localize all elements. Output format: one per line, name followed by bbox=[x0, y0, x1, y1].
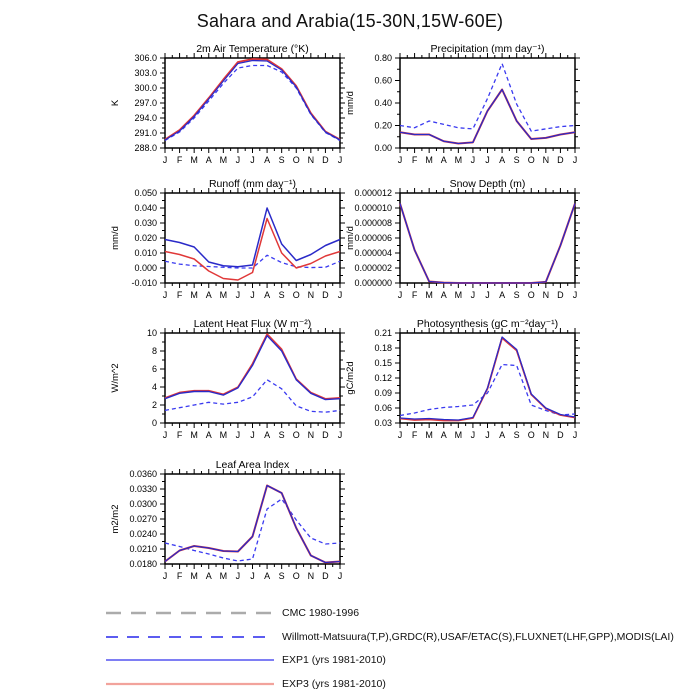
figure-title: Sahara and Arabia(15-30N,15W-60E) bbox=[196, 11, 504, 31]
x-tick-label: S bbox=[278, 571, 285, 581]
x-tick-label: O bbox=[292, 571, 300, 581]
x-tick-label: N bbox=[307, 155, 315, 165]
x-tick-label: F bbox=[176, 430, 183, 440]
y-tick-label: 303.0 bbox=[134, 68, 157, 78]
x-tick-label: M bbox=[454, 290, 463, 300]
y-tick-label: 0.12 bbox=[374, 373, 392, 383]
x-tick-label: D bbox=[322, 155, 329, 165]
x-tick-label: J bbox=[162, 155, 168, 165]
x-tick-label: J bbox=[250, 290, 255, 300]
x-tick-label: O bbox=[527, 430, 535, 440]
y-axis-unit-photosynthesis: gC/m2d bbox=[345, 361, 356, 395]
y-tick-label: 0.000002 bbox=[354, 263, 392, 273]
x-tick-label: A bbox=[440, 290, 447, 300]
y-tick-label: 0.050 bbox=[134, 188, 157, 198]
x-tick-label: O bbox=[292, 290, 300, 300]
x-tick-label: J bbox=[337, 155, 343, 165]
x-tick-label: J bbox=[470, 430, 476, 440]
legend-label-cmc: CMC 1980-1996 bbox=[282, 607, 360, 619]
x-tick-label: J bbox=[235, 155, 241, 165]
x-tick-label: J bbox=[485, 155, 490, 165]
x-tick-label: A bbox=[264, 430, 271, 440]
x-tick-label: F bbox=[411, 290, 418, 300]
y-tick-label: 0.000 bbox=[134, 263, 157, 273]
y-tick-label: 0.0180 bbox=[129, 559, 157, 569]
series-exp3-line bbox=[165, 219, 340, 281]
y-tick-label: 10 bbox=[146, 328, 157, 338]
series-obs-line bbox=[165, 380, 340, 412]
y-tick-label: 0.0270 bbox=[129, 514, 157, 524]
series-exp3-line bbox=[165, 59, 340, 140]
y-tick-label: 288.0 bbox=[134, 143, 157, 153]
legend-label-exp3: EXP3 (yrs 1981-2010) bbox=[282, 677, 386, 690]
y-tick-label: 0.030 bbox=[134, 218, 157, 228]
x-tick-label: O bbox=[292, 155, 300, 165]
y-tick-label: 0.18 bbox=[374, 343, 392, 353]
chart-leaf-area-index bbox=[100, 456, 362, 597]
x-tick-label: D bbox=[557, 430, 564, 440]
y-axis-unit-runoff: mm/d bbox=[110, 226, 121, 250]
y-tick-label: 0.000006 bbox=[354, 233, 392, 243]
series-obs-line bbox=[165, 66, 340, 141]
x-tick-label: S bbox=[513, 430, 520, 440]
x-tick-label: S bbox=[513, 290, 520, 300]
series-exp3-line bbox=[400, 204, 575, 284]
x-tick-label: N bbox=[542, 155, 550, 165]
x-tick-label: M bbox=[219, 155, 228, 165]
x-tick-label: M bbox=[425, 430, 433, 440]
y-tick-label: 0.03 bbox=[374, 418, 392, 428]
x-tick-label: F bbox=[411, 155, 418, 165]
series-obs-line bbox=[165, 499, 340, 561]
x-tick-label: M bbox=[454, 155, 463, 165]
x-tick-label: F bbox=[176, 155, 183, 165]
x-tick-label: S bbox=[278, 155, 285, 165]
x-tick-label: D bbox=[557, 290, 564, 300]
x-tick-label: N bbox=[542, 290, 550, 300]
x-tick-label: N bbox=[542, 430, 550, 440]
x-tick-label: J bbox=[337, 430, 343, 440]
x-tick-label: D bbox=[322, 290, 329, 300]
x-tick-label: A bbox=[499, 430, 506, 440]
x-tick-label: M bbox=[425, 155, 433, 165]
y-tick-label: 300.0 bbox=[134, 83, 157, 93]
y-axis-unit-leaf-area-index: m2/m2 bbox=[110, 504, 121, 534]
x-tick-label: A bbox=[440, 430, 447, 440]
y-tick-label: 0.00 bbox=[374, 143, 392, 153]
x-tick-label: M bbox=[190, 571, 198, 581]
y-tick-label: -0.010 bbox=[131, 278, 157, 288]
legend-item-exp1 bbox=[105, 655, 386, 665]
x-tick-label: F bbox=[176, 571, 183, 581]
x-tick-label: J bbox=[337, 290, 343, 300]
chart-title-runoff: Runoff (mm day⁻¹) bbox=[208, 178, 297, 190]
y-tick-label: 0.000004 bbox=[354, 248, 392, 258]
x-tick-label: J bbox=[162, 571, 168, 581]
y-tick-label: 0 bbox=[151, 418, 157, 428]
legend-item-obs bbox=[105, 632, 674, 642]
series-exp1-line bbox=[165, 336, 340, 400]
series-exp1-line bbox=[400, 204, 575, 284]
y-tick-label: 0.000000 bbox=[354, 278, 392, 288]
x-tick-label: J bbox=[235, 290, 241, 300]
y-axis-unit-snow-depth: mm/d bbox=[345, 226, 356, 250]
x-tick-label: J bbox=[397, 290, 403, 300]
x-tick-label: J bbox=[337, 571, 343, 581]
x-tick-label: F bbox=[411, 430, 418, 440]
y-tick-label: 2 bbox=[151, 400, 157, 410]
series-exp1-line bbox=[165, 61, 340, 141]
x-tick-label: M bbox=[219, 571, 228, 581]
x-tick-label: J bbox=[397, 155, 403, 165]
x-tick-label: M bbox=[454, 430, 463, 440]
y-tick-label: 0.040 bbox=[134, 203, 157, 213]
chart-title-precipitation: Precipitation (mm day⁻¹) bbox=[430, 43, 545, 55]
x-tick-label: A bbox=[264, 571, 271, 581]
x-tick-label: A bbox=[499, 290, 506, 300]
chart-title-photosynthesis: Photosynthesis (gC m⁻²day⁻¹) bbox=[416, 318, 559, 330]
x-tick-label: S bbox=[513, 155, 520, 165]
x-tick-label: J bbox=[397, 430, 403, 440]
legend-item-exp3 bbox=[105, 679, 386, 689]
x-tick-label: J bbox=[470, 290, 476, 300]
x-tick-label: J bbox=[250, 571, 255, 581]
legend-label-obs: Willmott-Matsuura(T,P),GRDC(R),USAF/ETAC(S),FLUXNET(LHF,GPP),MODIS(LAI) bbox=[282, 630, 674, 643]
x-tick-label: S bbox=[278, 430, 285, 440]
x-tick-label: A bbox=[205, 571, 212, 581]
chart-title-latent-heat-flux: Latent Heat Flux (W m⁻²) bbox=[193, 318, 312, 330]
y-tick-label: 0.60 bbox=[374, 75, 392, 86]
x-tick-label: M bbox=[190, 430, 198, 440]
x-tick-label: J bbox=[485, 290, 490, 300]
y-tick-label: 294.0 bbox=[134, 113, 157, 123]
x-tick-label: A bbox=[264, 155, 271, 165]
chart-precipitation bbox=[335, 40, 597, 181]
y-tick-label: 0.06 bbox=[374, 403, 392, 413]
y-tick-label: 0.09 bbox=[374, 388, 392, 398]
y-tick-label: 0.0300 bbox=[129, 499, 157, 509]
chart-title-snow-depth: Snow Depth (m) bbox=[449, 178, 526, 190]
series-exp3-line bbox=[165, 486, 340, 563]
x-tick-label: N bbox=[307, 290, 315, 300]
x-tick-label: M bbox=[219, 290, 228, 300]
y-tick-label: 0.000010 bbox=[354, 203, 392, 213]
legend-item-cmc bbox=[105, 608, 359, 618]
x-tick-label: M bbox=[425, 290, 433, 300]
y-tick-label: 0.21 bbox=[374, 328, 392, 338]
y-tick-label: 0.0360 bbox=[129, 469, 157, 479]
x-tick-label: J bbox=[470, 155, 476, 165]
y-tick-label: 0.40 bbox=[374, 98, 392, 108]
x-tick-label: J bbox=[250, 155, 255, 165]
x-tick-label: A bbox=[440, 155, 447, 165]
chart-title-leaf-area-index: Leaf Area Index bbox=[215, 459, 290, 471]
x-tick-label: J bbox=[250, 430, 255, 440]
chart-2m-air-temperature bbox=[100, 40, 362, 181]
y-tick-label: 8 bbox=[151, 346, 157, 356]
y-axis-unit-precipitation: mm/d bbox=[345, 91, 356, 115]
y-tick-label: 297.0 bbox=[134, 98, 157, 108]
y-tick-label: 0.80 bbox=[374, 53, 392, 63]
x-tick-label: O bbox=[527, 155, 535, 165]
y-tick-label: 0.20 bbox=[374, 120, 392, 131]
x-tick-label: D bbox=[322, 430, 329, 440]
x-tick-label: J bbox=[572, 155, 578, 165]
y-tick-label: 0.15 bbox=[374, 358, 392, 368]
chart-photosynthesis bbox=[335, 315, 597, 456]
x-tick-label: M bbox=[219, 430, 228, 440]
series-exp1-line bbox=[400, 337, 575, 420]
y-tick-label: 0.020 bbox=[134, 233, 157, 243]
legend-label-exp1: EXP1 (yrs 1981-2010) bbox=[282, 654, 386, 666]
x-tick-label: D bbox=[322, 571, 329, 581]
chart-runoff bbox=[100, 175, 362, 316]
y-tick-label: 306.0 bbox=[134, 53, 157, 63]
series-exp3-line bbox=[400, 338, 575, 421]
x-tick-label: O bbox=[527, 290, 535, 300]
x-tick-label: S bbox=[278, 290, 285, 300]
chart-latent-heat-flux bbox=[100, 315, 362, 456]
y-tick-label: 0.000008 bbox=[354, 218, 392, 228]
x-tick-label: M bbox=[190, 290, 198, 300]
x-tick-label: M bbox=[190, 155, 198, 165]
x-tick-label: J bbox=[485, 430, 490, 440]
chart-title-2m-air-temperature: 2m Air Temperature (°K) bbox=[196, 43, 309, 55]
x-tick-label: O bbox=[292, 430, 300, 440]
x-tick-label: J bbox=[572, 290, 578, 300]
y-tick-label: 291.0 bbox=[134, 128, 157, 138]
y-tick-label: 0.0240 bbox=[129, 529, 157, 539]
y-tick-label: 0.0210 bbox=[129, 544, 157, 554]
x-tick-label: A bbox=[499, 155, 506, 165]
series-exp1-line bbox=[165, 486, 340, 563]
chart-snow-depth bbox=[335, 175, 597, 316]
x-tick-label: J bbox=[572, 430, 578, 440]
series-exp3-line bbox=[400, 90, 575, 144]
x-tick-label: J bbox=[162, 290, 168, 300]
series-obs-line bbox=[400, 64, 575, 132]
y-tick-label: 0.0330 bbox=[129, 484, 157, 494]
y-tick-label: 4 bbox=[151, 382, 157, 392]
y-axis-unit-latent-heat-flux: W/m^2 bbox=[110, 363, 121, 393]
x-tick-label: N bbox=[307, 571, 315, 581]
x-tick-label: A bbox=[205, 155, 212, 165]
y-tick-label: 6 bbox=[151, 364, 157, 374]
x-tick-label: A bbox=[205, 290, 212, 300]
x-tick-label: J bbox=[162, 430, 168, 440]
y-axis-unit-2m-air-temperature: K bbox=[110, 99, 121, 107]
x-tick-label: N bbox=[307, 430, 315, 440]
y-tick-label: 0.010 bbox=[134, 248, 157, 258]
x-tick-label: F bbox=[176, 290, 183, 300]
x-tick-label: A bbox=[205, 430, 212, 440]
x-tick-label: A bbox=[264, 290, 271, 300]
x-tick-label: J bbox=[235, 571, 241, 581]
y-tick-label: 0.000012 bbox=[354, 188, 392, 198]
x-tick-label: J bbox=[235, 430, 241, 440]
x-tick-label: D bbox=[557, 155, 564, 165]
legend bbox=[105, 608, 695, 700]
